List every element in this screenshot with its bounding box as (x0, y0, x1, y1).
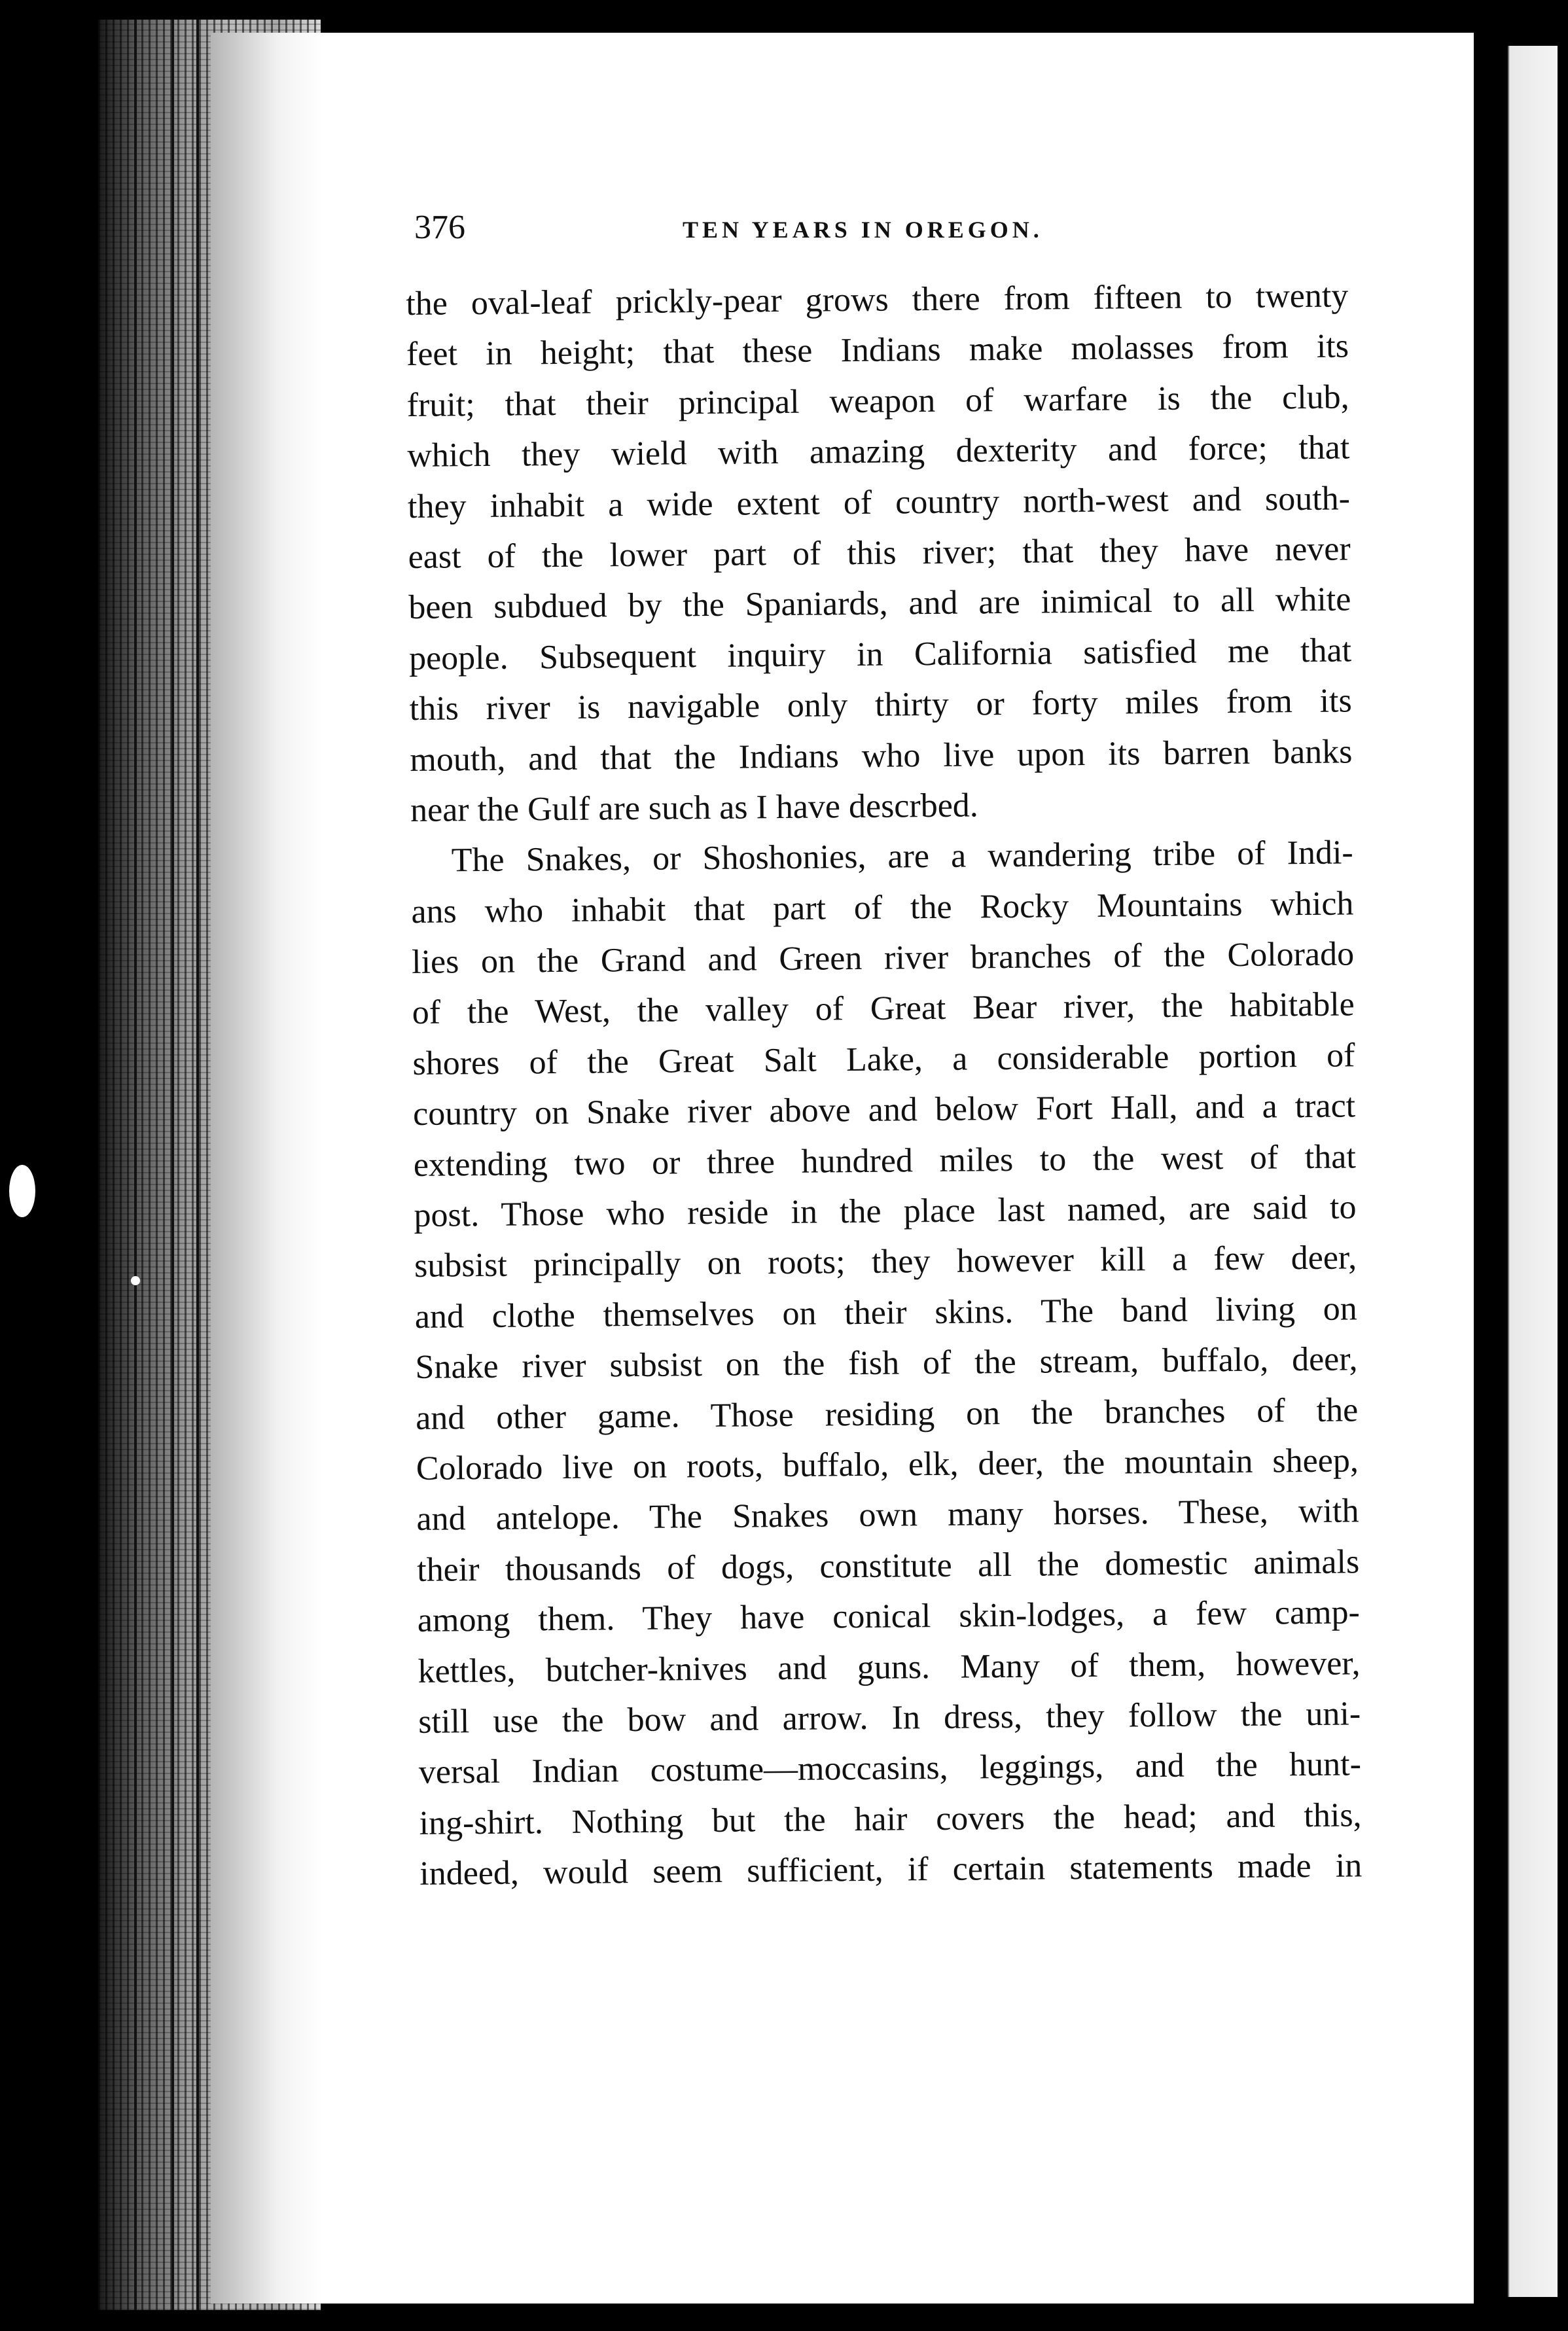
text-line: ing-shirt. Nothing but the hair covers the head; and this, (419, 1796, 1362, 1842)
fore-edge-line (196, 20, 199, 2310)
text-line: the oval-leaf prickly-pear grows there from fifteen to twenty (406, 277, 1349, 323)
text-line: been subdued by the Spaniards, and are inimical to all white (408, 580, 1351, 627)
text-line: indeed, would seem sufficient, if certain statements made in (419, 1847, 1363, 1893)
text-line: and other game. Those residing on the branches of the (415, 1391, 1359, 1437)
text-line: people. Subsequent inquiry in California satisfied me that (408, 632, 1352, 677)
page-gutter-shadow (211, 33, 322, 2304)
text-line: The Snakes, or Shoshonies, are a wandering tribe of Indi- (451, 834, 1353, 880)
text-line: this river is navigable only thirty or forty miles from its (409, 682, 1352, 728)
text-line: which they wield with amazing dexterity and force; that (407, 429, 1350, 475)
scan-artifact (9, 1165, 35, 1217)
text-line: and antelope. The Snakes own many horses. These, with (416, 1492, 1359, 1539)
text-line: near the Gulf are such as I have descrbed. (410, 787, 979, 829)
running-title: TEN YEARS IN OREGON. (683, 217, 1043, 243)
text-line: they inhabit a wide extent of country north-west and south- (407, 479, 1351, 525)
fore-edge-line (171, 20, 174, 2310)
text-line: shores of the Great Salt Lake, a considerable portion of (412, 1037, 1355, 1082)
page-number: 376 (414, 209, 465, 246)
fore-edge-line (134, 20, 137, 2310)
text-line: feet in height; that these Indians make molasses from its (406, 327, 1349, 374)
text-line: mouth, and that the Indians who live upon its barren banks (410, 732, 1353, 779)
text-line: of the West, the valley of Great Bear river, the habitable (412, 986, 1355, 1032)
text-line: post. Those who reside in the place last named, are said to (414, 1188, 1357, 1234)
text-line: versal Indian costume—moccasins, leggings, and the hunt- (418, 1745, 1362, 1792)
text-line: kettles, butcher-knives and guns. Many of them, however, (418, 1644, 1361, 1690)
scan-artifact (131, 1276, 140, 1285)
text-line: among them. They have conical skin-lodges, a few camp- (417, 1593, 1361, 1640)
page-body-text (406, 270, 1363, 1899)
text-line: Colorado live on roots, buffalo, elk, deer, the mountain sheep, (416, 1442, 1359, 1487)
page-header (414, 208, 1363, 254)
text-line: subsist principally on roots; they however kill a few deer, (414, 1239, 1357, 1285)
text-line: ans who inhabit that part of the Rocky Mountains which (411, 885, 1354, 931)
text-line: lies on the Grand and Green river branches of the Colorado (411, 935, 1355, 982)
text-line: and clothe themselves on their skins. The band living on (414, 1290, 1358, 1336)
text-line: Snake river subsist on the fish of the stream, buffalo, deer, (415, 1340, 1358, 1387)
text-line: still use the bow and arrow. In dress, they follow the uni- (418, 1695, 1361, 1741)
text-line: their thousands of dogs, constitute all the domestic animals (416, 1543, 1360, 1589)
text-line: fruit; that their principal weapon of warfare is the club, (406, 378, 1349, 424)
text-line: east of the lower part of this river; that they have never (408, 530, 1351, 576)
text-line: country on Snake river above and below Fort Hall, and a tract (412, 1087, 1356, 1133)
next-page-edge (1480, 46, 1558, 2297)
text-line: extending two or three hundred miles to the west of that (413, 1138, 1357, 1184)
